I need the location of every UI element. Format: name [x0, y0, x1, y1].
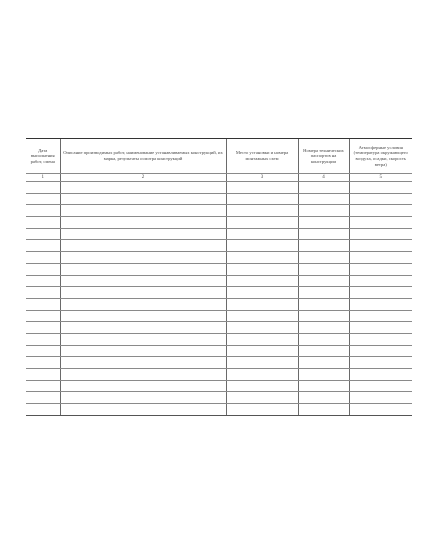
work-log-table — [26, 138, 412, 416]
table-body — [26, 182, 412, 416]
table-cell[interactable] — [60, 287, 226, 299]
table-row — [26, 240, 412, 252]
table-row — [26, 205, 412, 217]
column-number: 5 — [349, 174, 412, 182]
table-cell[interactable] — [349, 310, 412, 322]
table-cell[interactable] — [226, 263, 298, 275]
table-row — [26, 369, 412, 381]
header-weather: Атмосферные условия (температура окружающего воздуха, осадки, скорость ветра) — [349, 139, 412, 174]
table-cell[interactable] — [298, 205, 349, 217]
table-cell[interactable] — [349, 345, 412, 357]
table-row — [26, 252, 412, 264]
header-description: Описание производимых работ, наименование устанавливаемых конструкций, их марка, результаты осмотра конструкций — [60, 139, 226, 174]
table-cell[interactable] — [349, 193, 412, 205]
table-cell[interactable] — [298, 182, 349, 194]
table-cell[interactable] — [60, 240, 226, 252]
table-cell[interactable] — [26, 287, 60, 299]
table-cell[interactable] — [349, 252, 412, 264]
table-cell[interactable] — [298, 369, 349, 381]
table-cell[interactable] — [349, 322, 412, 334]
table-cell[interactable] — [26, 205, 60, 217]
table-cell[interactable] — [298, 252, 349, 264]
table-cell[interactable] — [298, 333, 349, 345]
table-cell[interactable] — [26, 240, 60, 252]
table-cell[interactable] — [226, 193, 298, 205]
table-row — [26, 322, 412, 334]
table-cell[interactable] — [298, 345, 349, 357]
table-cell[interactable] — [349, 228, 412, 240]
table-cell[interactable] — [26, 182, 60, 194]
table-cell[interactable] — [60, 392, 226, 404]
table-cell[interactable] — [60, 345, 226, 357]
table-row — [26, 217, 412, 229]
table-row — [26, 287, 412, 299]
table-row — [26, 298, 412, 310]
column-number-row — [26, 174, 412, 182]
table-cell[interactable] — [60, 357, 226, 369]
table-cell[interactable] — [60, 182, 226, 194]
table-cell[interactable] — [60, 217, 226, 229]
table-cell[interactable] — [298, 263, 349, 275]
table-cell[interactable] — [226, 182, 298, 194]
table-cell[interactable] — [349, 357, 412, 369]
table-cell[interactable] — [26, 357, 60, 369]
table-cell[interactable] — [298, 380, 349, 392]
table-cell[interactable] — [298, 193, 349, 205]
table-cell[interactable] — [26, 217, 60, 229]
table-cell[interactable] — [349, 182, 412, 194]
table-row — [26, 380, 412, 392]
table-cell[interactable] — [26, 333, 60, 345]
table-cell[interactable] — [298, 298, 349, 310]
table-row — [26, 357, 412, 369]
table-cell[interactable] — [26, 275, 60, 287]
table-cell[interactable] — [60, 193, 226, 205]
table-row — [26, 404, 412, 416]
table-cell[interactable] — [226, 310, 298, 322]
table-cell[interactable] — [349, 240, 412, 252]
table-cell[interactable] — [60, 228, 226, 240]
table-row — [26, 182, 412, 194]
table-cell[interactable] — [60, 263, 226, 275]
table-cell[interactable] — [349, 217, 412, 229]
table-cell[interactable] — [26, 252, 60, 264]
work-log-sheet — [26, 138, 412, 416]
table-cell[interactable] — [60, 380, 226, 392]
table-cell[interactable] — [226, 240, 298, 252]
table-cell[interactable] — [298, 310, 349, 322]
table-cell[interactable] — [349, 404, 412, 416]
table-cell[interactable] — [226, 380, 298, 392]
table-cell[interactable] — [298, 357, 349, 369]
table-cell[interactable] — [349, 369, 412, 381]
table-cell[interactable] — [298, 228, 349, 240]
table-cell[interactable] — [26, 369, 60, 381]
header-passports: Номера технических паспортов на конструкции — [298, 139, 349, 174]
table-cell[interactable] — [60, 333, 226, 345]
table-row — [26, 193, 412, 205]
table-cell[interactable] — [298, 404, 349, 416]
table-cell[interactable] — [298, 287, 349, 299]
table-cell[interactable] — [298, 275, 349, 287]
table-cell[interactable] — [60, 322, 226, 334]
table-cell[interactable] — [26, 392, 60, 404]
table-row — [26, 228, 412, 240]
table-cell[interactable] — [26, 228, 60, 240]
table-cell[interactable] — [60, 298, 226, 310]
table-cell[interactable] — [26, 322, 60, 334]
table-cell[interactable] — [226, 287, 298, 299]
table-cell[interactable] — [26, 263, 60, 275]
table-cell[interactable] — [349, 298, 412, 310]
table-cell[interactable] — [226, 322, 298, 334]
table-cell[interactable] — [226, 369, 298, 381]
table-cell[interactable] — [298, 217, 349, 229]
table-row — [26, 392, 412, 404]
column-number: 4 — [298, 174, 349, 182]
table-row — [26, 275, 412, 287]
table-cell[interactable] — [226, 333, 298, 345]
table-cell[interactable] — [298, 240, 349, 252]
table-cell[interactable] — [226, 252, 298, 264]
table-cell[interactable] — [26, 380, 60, 392]
table-cell[interactable] — [226, 345, 298, 357]
table-cell[interactable] — [226, 217, 298, 229]
header-date: Дата выполнения работ, смена — [26, 139, 60, 174]
header-location: Место установки и номера монтажных схем — [226, 139, 298, 174]
table-cell[interactable] — [26, 298, 60, 310]
table-cell[interactable] — [226, 275, 298, 287]
table-cell[interactable] — [26, 345, 60, 357]
table-cell[interactable] — [349, 392, 412, 404]
table-cell[interactable] — [60, 275, 226, 287]
table-cell[interactable] — [26, 193, 60, 205]
column-number: 1 — [26, 174, 60, 182]
table-cell[interactable] — [60, 369, 226, 381]
column-number: 2 — [60, 174, 226, 182]
table-cell[interactable] — [26, 404, 60, 416]
table-cell[interactable] — [349, 205, 412, 217]
table-cell[interactable] — [26, 310, 60, 322]
table-cell[interactable] — [226, 392, 298, 404]
table-cell[interactable] — [226, 228, 298, 240]
table-cell[interactable] — [60, 252, 226, 264]
table-cell[interactable] — [226, 298, 298, 310]
table-cell[interactable] — [349, 287, 412, 299]
table-cell[interactable] — [60, 310, 226, 322]
table-row — [26, 263, 412, 275]
table-cell[interactable] — [349, 333, 412, 345]
table-cell[interactable] — [349, 263, 412, 275]
column-number: 3 — [226, 174, 298, 182]
table-cell[interactable] — [226, 205, 298, 217]
table-cell[interactable] — [298, 322, 349, 334]
table-cell[interactable] — [60, 205, 226, 217]
table-cell[interactable] — [60, 404, 226, 416]
table-cell[interactable] — [349, 275, 412, 287]
table-cell[interactable] — [226, 404, 298, 416]
table-cell[interactable] — [226, 357, 298, 369]
table-cell[interactable] — [298, 392, 349, 404]
table-row — [26, 333, 412, 345]
header-row — [26, 139, 412, 174]
table-row — [26, 345, 412, 357]
table-row — [26, 310, 412, 322]
table-cell[interactable] — [349, 380, 412, 392]
